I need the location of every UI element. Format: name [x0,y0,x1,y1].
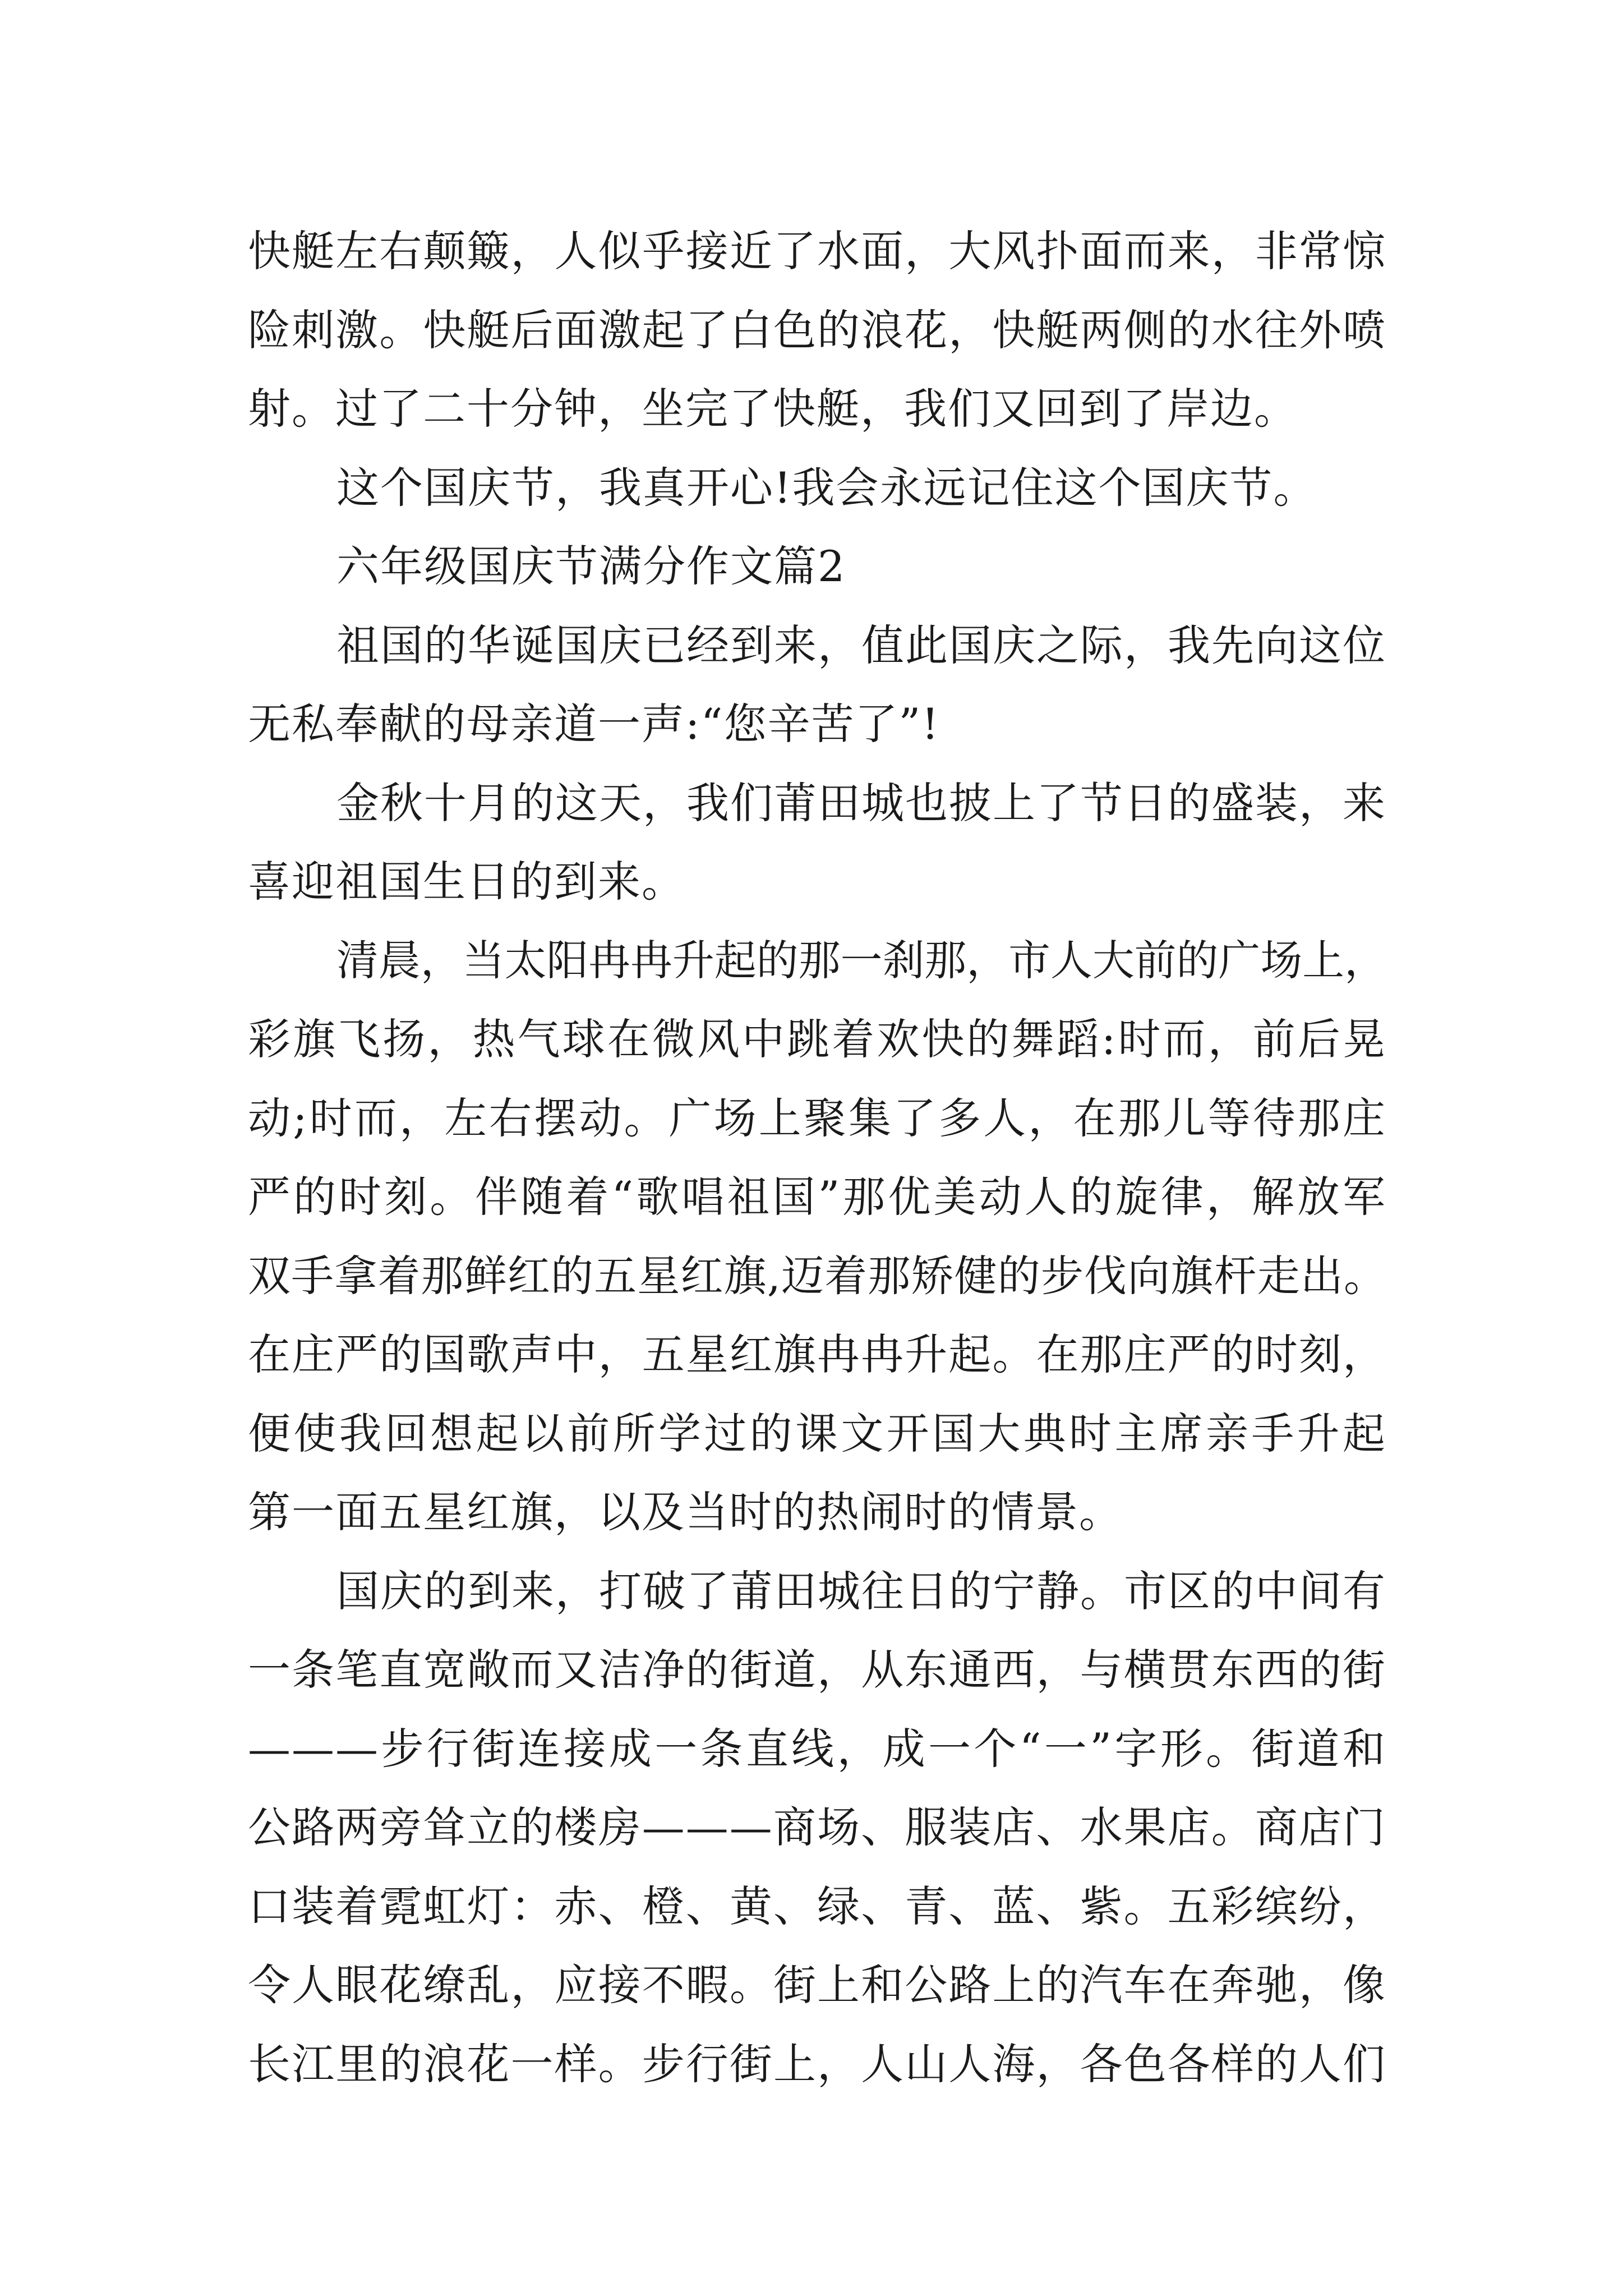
text-line: 这个国庆节，我真开心!我会永远记住这个国庆节。 [336,462,1317,513]
text-line: 第一面五星红旗，以及当时的热闹时的情景。 [248,1487,1123,1537]
text-line: 快艇左右颠簸，人似乎接近了水面，大风扑面而来，非常惊 [248,226,1386,276]
text-line: 口装着霓虹灯：赤、橙、黄、绿、青、蓝、紫。五彩缤纷， [248,1881,1386,1931]
text-line: 在庄严的国歌声中，五星红旗冉冉升起。在那庄严的时刻， [248,1329,1386,1379]
text-line: 无私奉献的母亲道一声:“您辛苦了”! [248,699,940,749]
text-line: 动;时而，左右摆动。广场上聚集了多人，在那儿等待那庄 [248,1093,1386,1143]
text-line: 险刺激。快艇后面激起了白色的浪花，快艇两侧的水往外喷 [248,305,1386,355]
text-line: 便使我回想起以前所学过的课文开国大典时主席亲手升起 [248,1408,1386,1458]
text-line: 严的时刻。伴随着“歌唱祖国”那优美动人的旋律，解放军 [248,1172,1386,1222]
text-line: 令人眼花缭乱，应接不暇。街上和公路上的汽车在奔驰，像 [248,1960,1386,2010]
text-line: 双手拿着那鲜红的五星红旗,迈着那矫健的步伐向旗杆走出。 [248,1250,1386,1301]
text-line: 国庆的到来，打破了莆田城往日的宁静。市区的中间有 [336,1566,1386,1616]
text-line: 祖国的华诞国庆已经到来，值此国庆之际，我先向这位 [336,620,1386,670]
text-line: 一条笔直宽敞而又洁净的街道，从东通西，与横贯东西的街 [248,1645,1386,1695]
text-line: 彩旗飞扬，热气球在微风中跳着欢快的舞蹈:时而，前后晃 [248,1014,1386,1064]
text-line: 清晨，当太阳冉冉升起的那一刹那，市人大前的广场上， [336,936,1386,985]
text-line: ———步行街连接成一条直线，成一个“一”字形。街道和 [248,1723,1386,1774]
text-line: 长江里的浪花一样。步行街上，人山人海，各色各样的人们 [248,2039,1386,2089]
text-line: 公路两旁耸立的楼房———商场、服装店、水果店。商店门 [248,1802,1386,1852]
text-line: 金秋十月的这天，我们莆田城也披上了节日的盛装，来 [336,777,1386,828]
text-line: 喜迎祖国生日的到来。 [248,857,685,907]
document-body [248,212,1386,2104]
text-line: 射。过了二十分钟，坐完了快艇，我们又回到了岸边。 [248,384,1298,434]
section-heading: 六年级国庆节满分作文篇2 [336,541,846,591]
